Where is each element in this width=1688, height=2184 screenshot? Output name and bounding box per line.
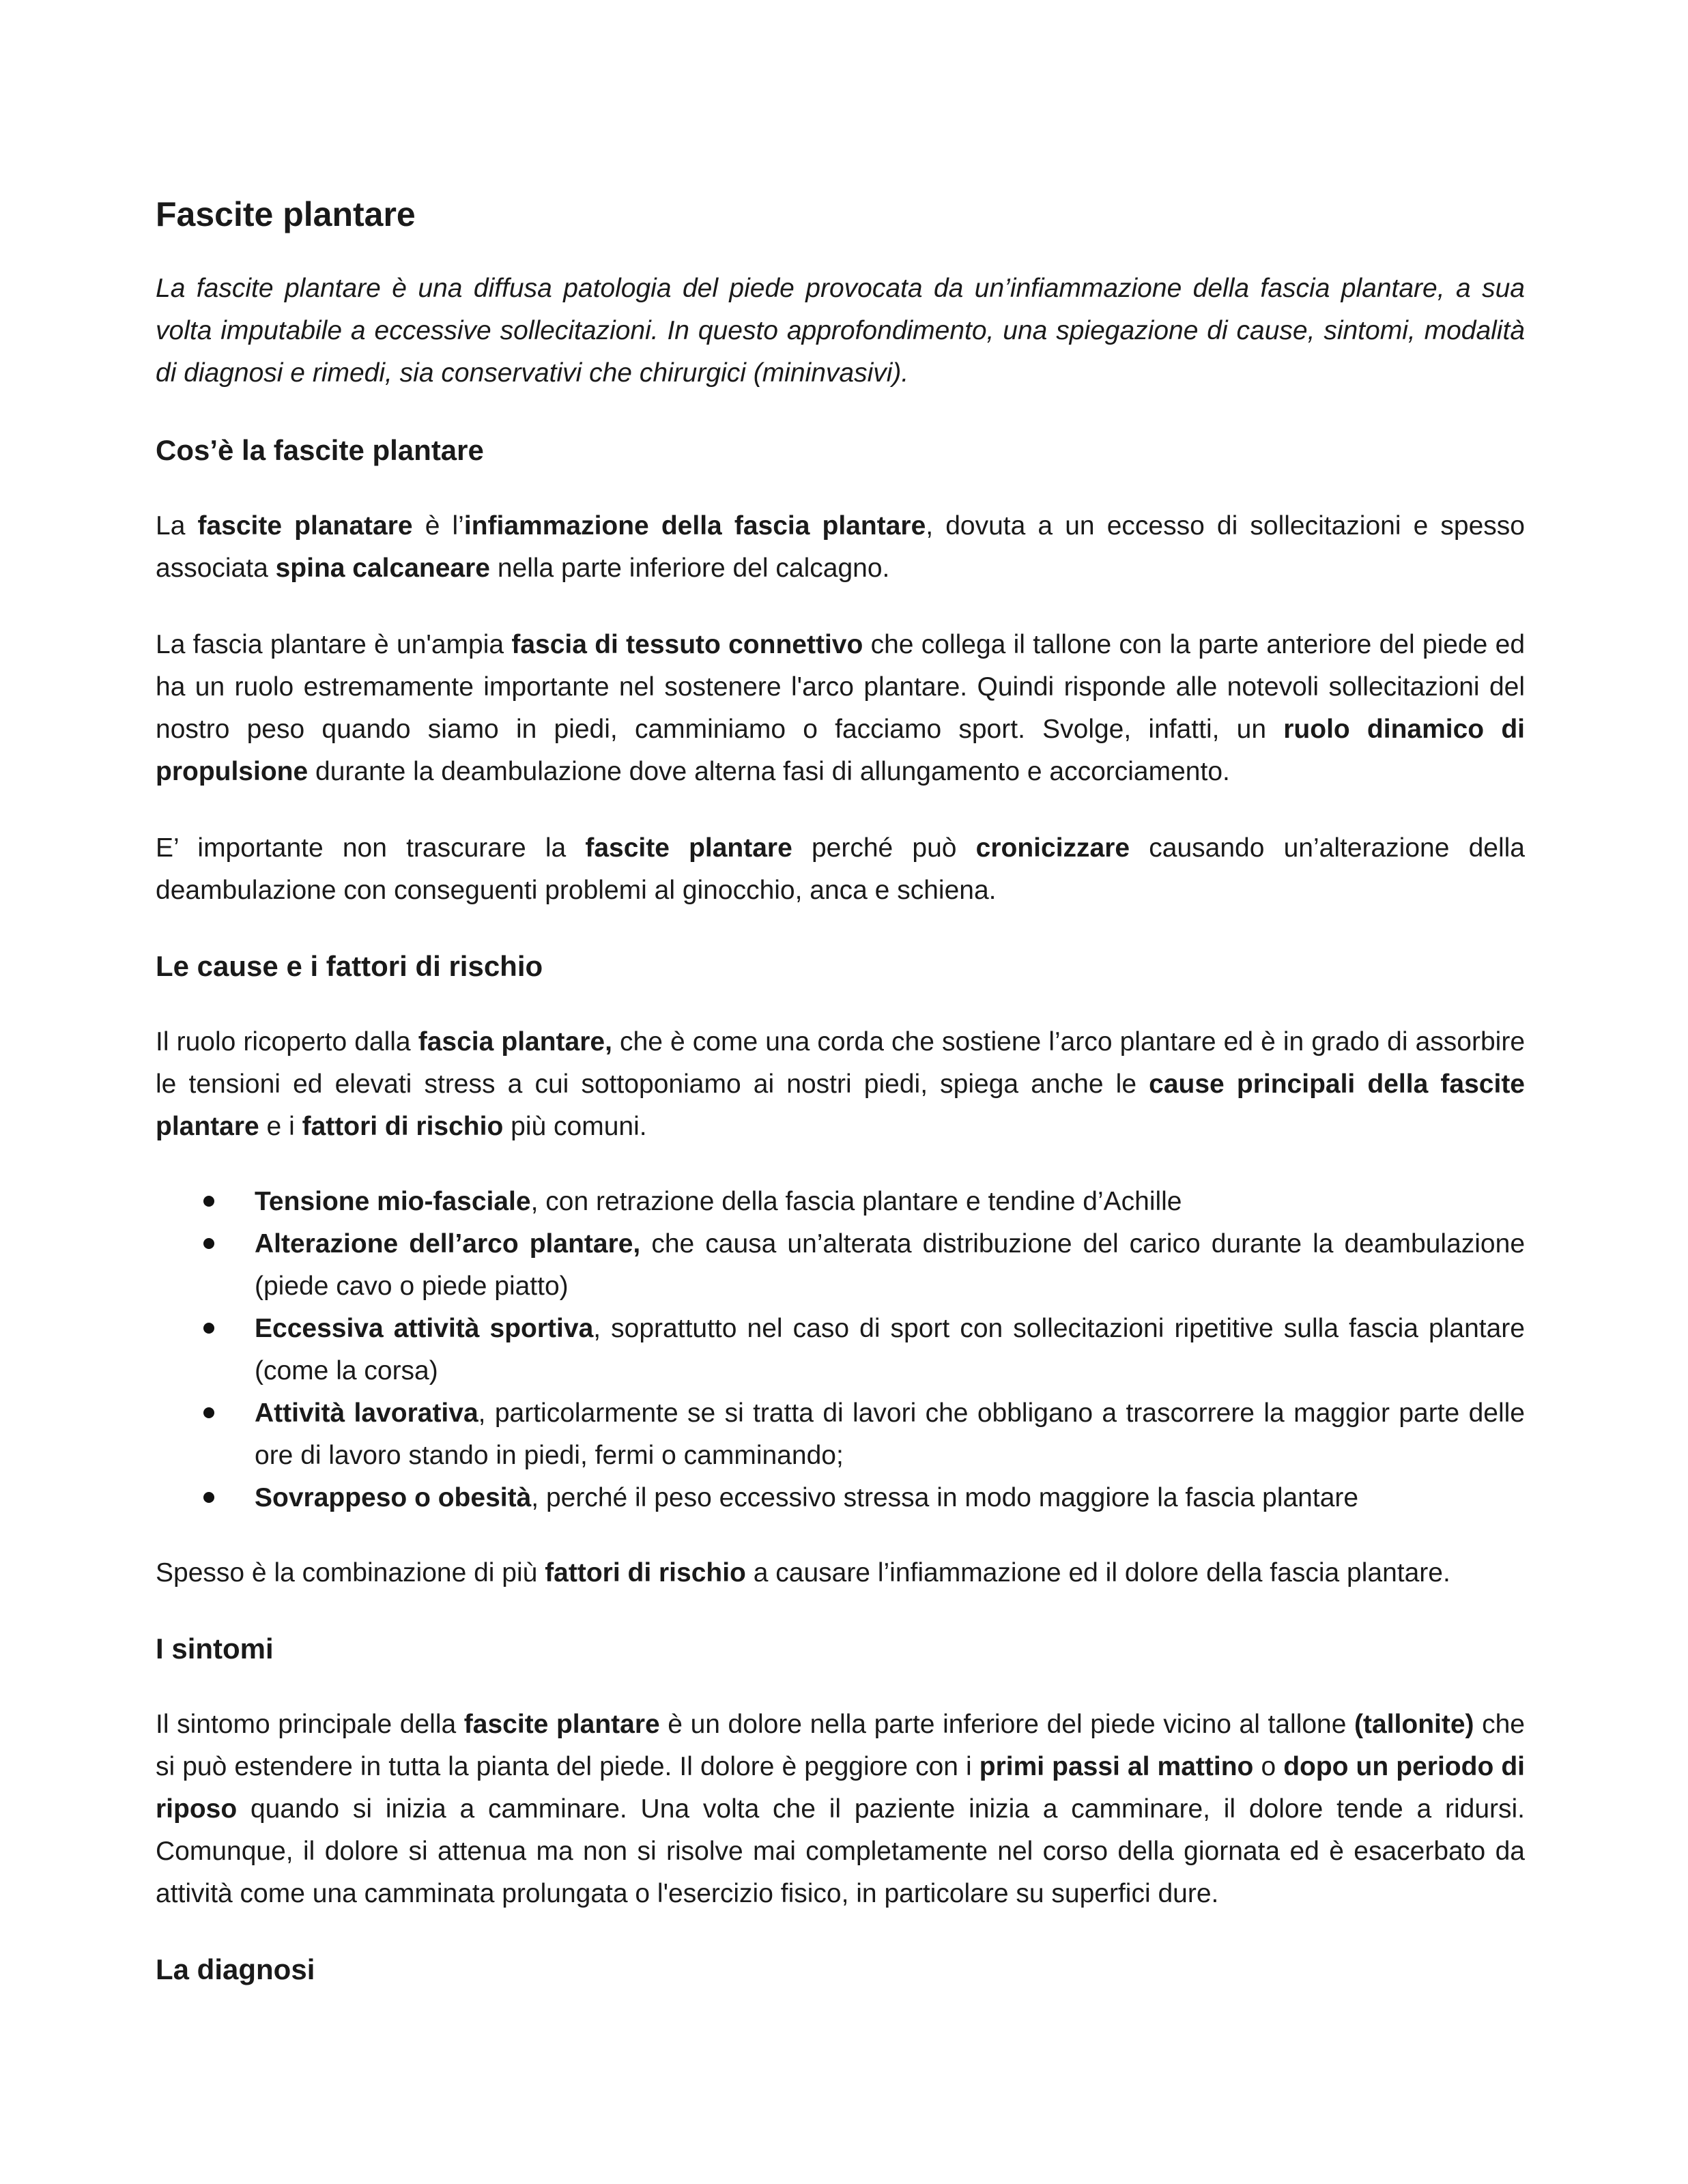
bullet-icon — [203, 1492, 214, 1503]
text: La fascia plantare è un'ampia — [156, 630, 512, 659]
text: nella parte inferiore del calcagno. — [489, 554, 890, 583]
text: La — [156, 511, 198, 541]
bold-text: fascite planatare — [197, 511, 413, 541]
section-heading-causes: Le cause e i fattori di rischio — [156, 950, 543, 982]
text: quando si inizia a camminare. Una volta che il paziente inizia a camminare, il dolore tende a ridursi. Comunque, il dolore si attenua ma non si risolve mai completamente nel corso della giornata ed è esacerbato da attività come una camminata prolungata o l'esercizio fisico, in particolare su superfici dure. — [156, 1794, 1525, 1908]
bold-text: dopo un periodo di riposo — [156, 1752, 1525, 1824]
bold-text: (tallonite) — [1354, 1710, 1474, 1739]
paragraph — [156, 1021, 1525, 1148]
bullet-icon — [203, 1407, 214, 1418]
list-item — [156, 1223, 1525, 1308]
text: è un dolore nella parte inferiore del piede vicino al tallone — [659, 1710, 1355, 1739]
bold-text: infiammazione della fascia plantare — [463, 511, 926, 541]
document-title: Fascite plantare — [156, 195, 416, 233]
text: perché può — [792, 833, 976, 863]
bold-text: fascia plantare, — [418, 1027, 612, 1057]
text: , con retrazione della fascia plantare e tendine d’Achille — [530, 1187, 1182, 1216]
text: , perché il peso eccessivo stressa in modo maggiore la fascia plantare — [531, 1483, 1359, 1512]
risk-factors-list — [156, 1181, 1525, 1519]
section-heading-symptoms: I sintomi — [156, 1633, 274, 1665]
paragraph — [156, 1704, 1525, 1915]
bold-text: cronicizzare — [975, 833, 1130, 863]
text: che è come una corda che sostiene l’arco plantare ed è in grado di assorbire le tensioni ed elevati stress a cui sottoponiamo ai nostri piedi, spiega anche le — [156, 1027, 1526, 1099]
bold-text: fascite plantare — [585, 833, 792, 863]
text: e i — [259, 1112, 302, 1141]
bullet-icon — [203, 1323, 214, 1334]
bold-text: ruolo dinamico di propulsione — [156, 715, 1525, 786]
bold-text: spina calcaneare — [275, 554, 490, 583]
text: più comuni. — [503, 1112, 647, 1141]
section-heading-diagnosis: La diagnosi — [156, 1953, 315, 1985]
bold-text: Sovrappeso o obesità — [255, 1483, 532, 1512]
text: che collega il tallone con la parte anteriore del piede ed ha un ruolo estremamente importante nel sostenere l'arco plantare. Quindi risponde alle notevoli sollecitazioni del nostro peso quando siamo in piedi, camminiamo o facciamo sport. Svolge, infatti, un — [156, 630, 1526, 744]
list-item — [156, 1308, 1525, 1392]
bold-text: fattori di rischio — [302, 1112, 504, 1141]
bold-text: cause principali della fascite plantare — [156, 1069, 1525, 1141]
list-item — [156, 1392, 1525, 1477]
text: o — [1253, 1752, 1284, 1781]
list-item — [156, 1181, 1525, 1223]
list-item — [156, 1477, 1525, 1519]
bold-text: Attività lavorativa — [255, 1398, 478, 1428]
text: , soprattutto nel caso di sport con sollecitazioni ripetitive sulla fascia plantare (come la corsa) — [255, 1314, 1525, 1385]
text: E’ importante non trascurare la — [156, 833, 586, 863]
text: , particolarmente se si tratta di lavori che obbligano a trascorrere la maggior parte delle ore di lavoro stando in piedi, fermi o camminando; — [255, 1398, 1525, 1470]
text: a causare l’infiammazione ed il dolore della fascia plantare. — [745, 1558, 1450, 1587]
section-heading-what: Cos’è la fascite plantare — [156, 434, 484, 466]
bullet-icon — [203, 1238, 214, 1249]
text: Il sintomo principale della — [156, 1710, 464, 1739]
text: che si può estendere in tutta la pianta del piede. Il dolore è peggiore con i — [156, 1710, 1525, 1781]
text: durante la deambulazione dove alterna fasi di allungamento e accorciamento. — [308, 757, 1230, 786]
bold-text: primi passi al mattino — [979, 1752, 1254, 1781]
paragraph — [156, 1552, 1525, 1594]
text: che causa un’alterata distribuzione del carico durante la deambulazione (piede cavo o piede piatto) — [255, 1229, 1526, 1301]
bold-text: fattori di rischio — [545, 1558, 746, 1587]
paragraph — [156, 827, 1525, 912]
bullet-icon — [203, 1196, 214, 1207]
text: , dovuta a un eccesso di sollecitazioni e spesso associata — [156, 511, 1525, 583]
bold-text: fascite plantare — [463, 1710, 660, 1739]
text: causando un’alterazione della deambulazione con conseguenti problemi al ginocchio, anca e schiena. — [156, 833, 1525, 905]
paragraph — [156, 505, 1525, 590]
text: Il ruolo ricoperto dalla — [156, 1027, 418, 1057]
text: è l’ — [412, 511, 464, 541]
paragraph — [156, 624, 1525, 793]
bold-text: Alterazione dell’arco plantare, — [255, 1229, 641, 1259]
intro-paragraph: La fascite plantare è una diffusa patologia del piede provocata da un’infiammazione della fascia plantare, a sua volta imputabile a eccessive sollecitazioni. In questo approfondimento, una spiegazione di cause, sintomi, modalità di diagnosi e rimedi, sia conservativi che chirurgici (mininvasivi). — [156, 274, 1525, 388]
bold-text: Tensione mio-fasciale — [255, 1187, 531, 1216]
bold-text: fascia di tessuto connettivo — [511, 630, 863, 659]
bold-text: Eccessiva attività sportiva — [255, 1314, 594, 1343]
document-page — [156, 192, 1525, 1989]
text: Spesso è la combinazione di più — [156, 1558, 545, 1587]
